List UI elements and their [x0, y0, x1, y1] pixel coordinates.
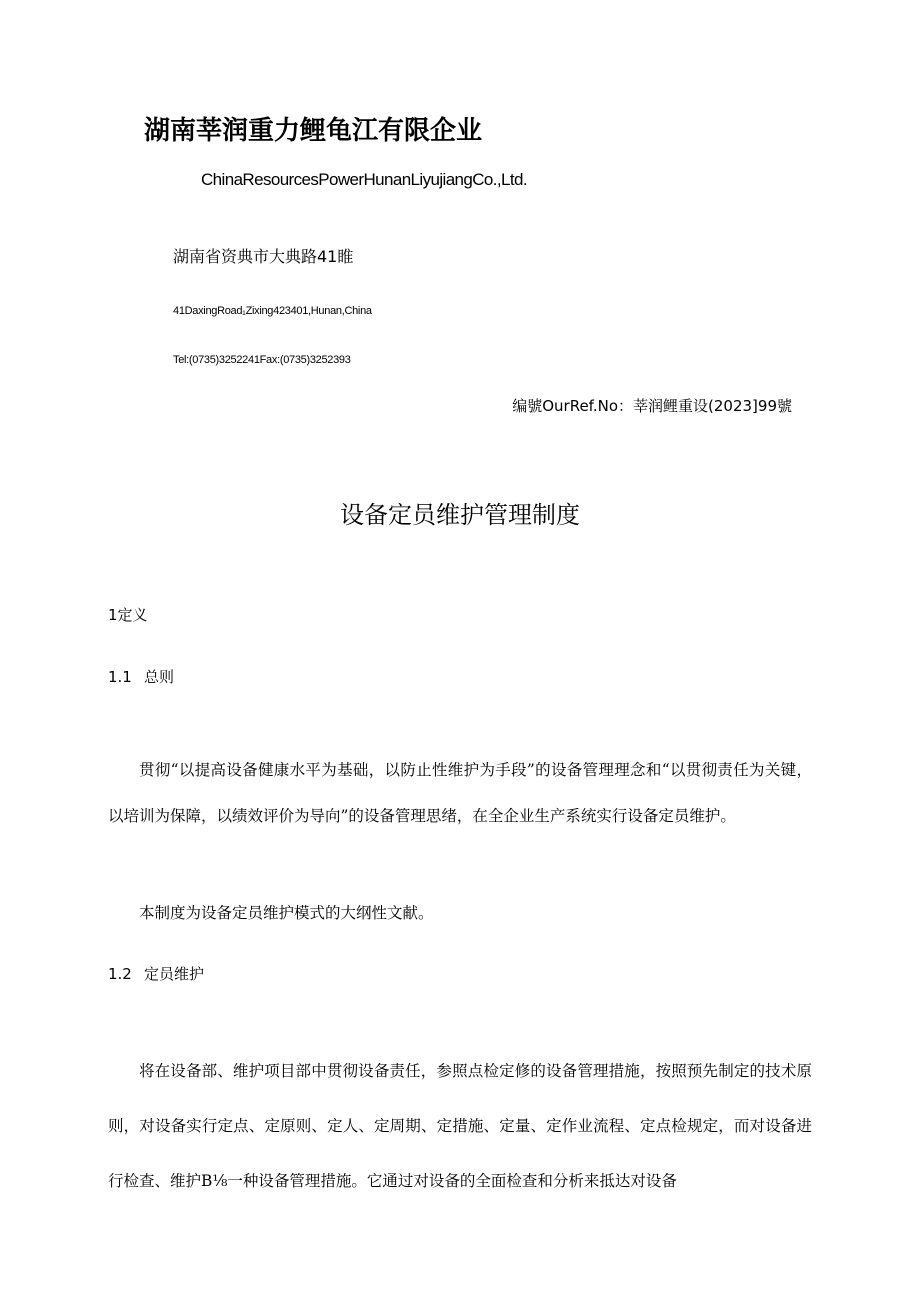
paragraph-staffed-maintenance: 将在设备部、维护项目部中贯彻设备责任，参照点检定修的设备管理措施，按照预先制定的技术原则，对设备实行定点、定原则、定人、定周期、定措施、定量、定作业流程、定点检规定，而对设备进行检查、维护B⅛一种设备管理措施。它通过对设备的全面检查和分析来抵达对设备: [108, 1062, 812, 1190]
section-heading-1-1: [108, 666, 174, 687]
section-heading-1: 1定义: [108, 606, 148, 624]
document-title: 设备定员维护管理制度: [340, 501, 580, 529]
address-english: 41DaxingRoad₁Zixing423401,Hunan,China: [173, 305, 372, 317]
paragraph-general-principle: 贯彻“以提高设备健康水平为基础，以防止性维护为手段”的设备管理理念和“以贯彻责任为关键，以培训为保障，以绩效评价为导向”的设备管理思绪，在全企业生产系统实行设备定员维护。: [108, 761, 812, 825]
section-heading-1-2: [108, 963, 204, 984]
section-number: 1.2: [108, 965, 132, 983]
company-name-chinese: 湖南莘润重力鲤龟江有限企业: [144, 116, 483, 146]
tel-fax: Tel:(0735)3252241Fax:(0735)3252393: [173, 354, 351, 366]
section-number: 1.1: [108, 668, 132, 686]
company-name-english: ChinaResourcesPowerHunanLiyujiangCo.,Ltd.: [201, 170, 527, 189]
paragraph-document-scope: 本制度为设备定员维护模式的大纲性文献。: [139, 904, 434, 922]
section-label: 总则: [144, 668, 175, 686]
section-label: 定员维护: [144, 965, 205, 983]
reference-number: 编號OurRef.No：莘润鲤重设(2023]99號: [512, 397, 792, 415]
address-chinese: 湖南省资典市大典路41睢: [173, 247, 354, 266]
